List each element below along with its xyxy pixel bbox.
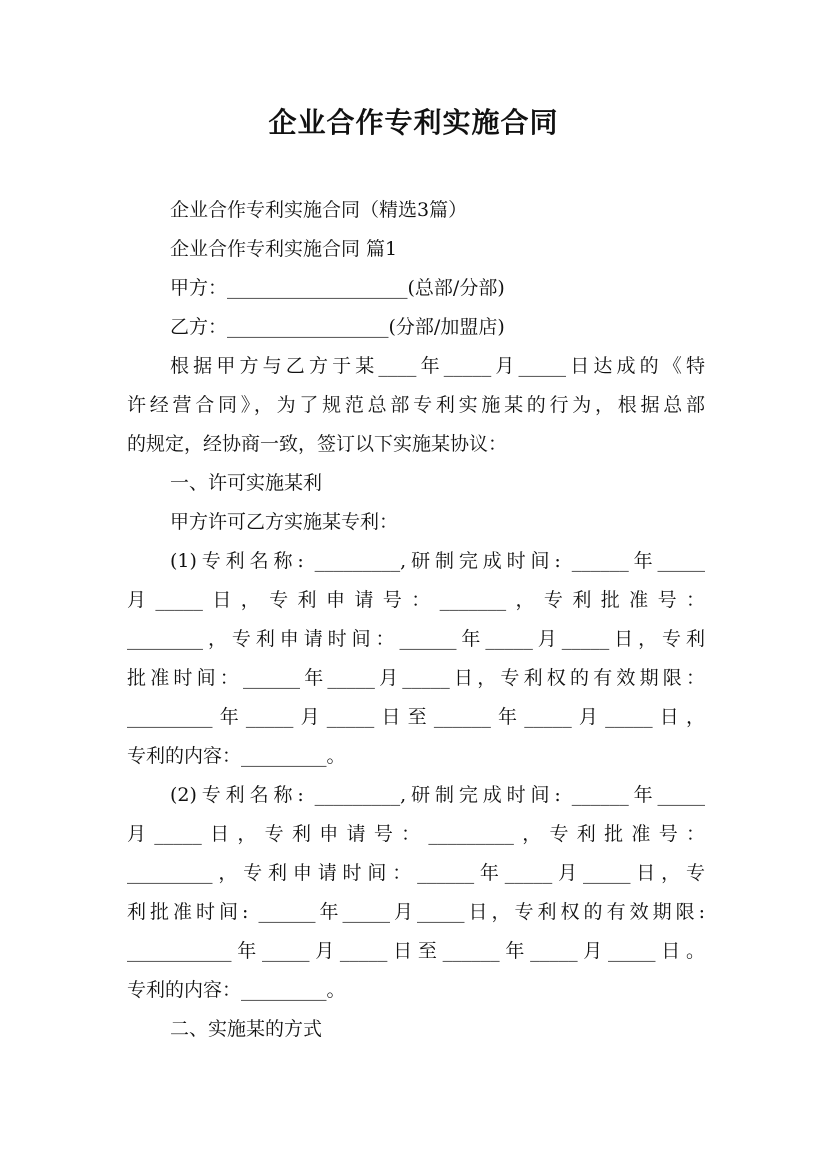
patent-item-line: _________年_____月_____日至______年_____月_____日， [127,706,705,728]
clause-heading: 一、许可实施某利 [170,472,323,494]
patent-item-line: (2)专利名称: _________,研制完成时间: ______年_____ [170,784,705,806]
body-text-line: 许经营合同》，为了规范总部专利实施某的行为，根据总部 [127,394,705,416]
body-text-line: 甲方许可乙方实施某专利： [170,511,399,533]
patent-item-line: 专利的内容：_________。 [127,979,346,1001]
section-heading: 企业合作专利实施合同 篇1 [170,238,398,260]
patent-item-line: (1)专利名称: _________,研制完成时间: ______年_____ [170,550,705,572]
party-a-line: 甲方：___________________(总部/分部) [170,277,505,299]
subtitle-line: 企业合作专利实施合同（精选3篇） [170,199,468,221]
patent-item-line: 利批准时间: ______年_____月_____日，专利权的有效期限: [127,901,705,923]
patent-item-line: 专利的内容：_________。 [127,745,346,767]
patent-item-line: _________，专利申请时间：______年_____月_____日，专 [127,862,705,884]
body-text-line: 根据甲方与乙方于某____年_____月_____日达成的《特 [170,355,705,377]
patent-item-line: 月_____日，专利申请号：_______，专利批准号： [127,589,705,611]
document-title: 企业合作专利实施合同 [268,106,559,139]
party-b-line: 乙方：_________________(分部/加盟店) [170,316,505,338]
patent-item-line: 批准时间：______年_____月_____日，专利权的有效期限： [127,667,705,689]
patent-item-line: ________，专利申请时间：______年_____月_____日，专利 [127,628,705,650]
patent-item-line: ___________年_____月_____日至______年_____月_____日。 [127,940,705,962]
patent-item-line: 月_____日，专利申请号：_________，专利批准号： [127,823,705,845]
clause-heading: 二、实施某的方式 [170,1018,323,1040]
body-text-line: 的规定，经协商一致，签订以下实施某协议： [127,433,508,455]
